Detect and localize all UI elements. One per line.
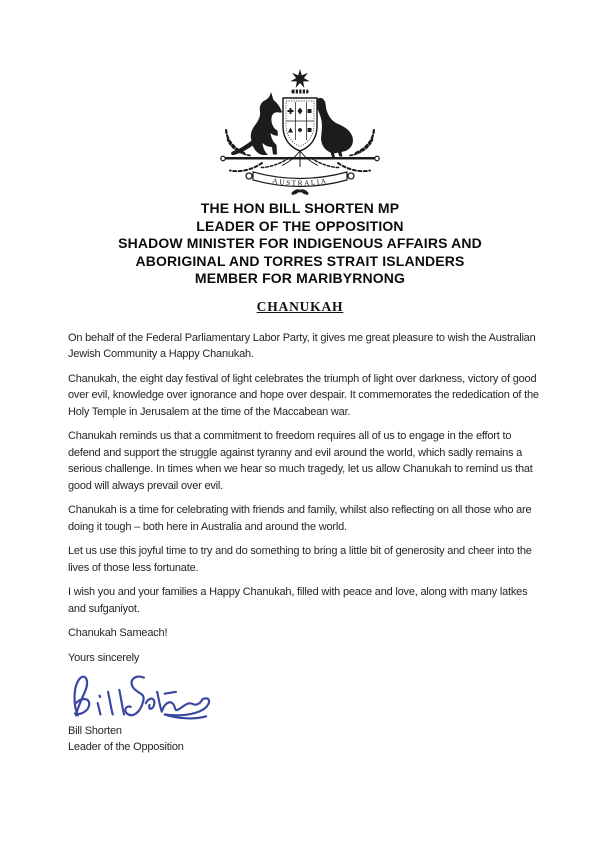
banner-text: AUSTRALIA — [271, 176, 329, 188]
letterhead — [0, 200, 600, 288]
letter-body — [68, 330, 542, 667]
paragraph-greeting: On behalf of the Federal Parliamentary Labor Party, it gives me great pleasure to wish the Australian Jewish Community a Happy Chanukah. — [68, 331, 536, 360]
letterhead-line-portfolio2: ABORIGINAL AND TORRES STRAIT ISLANDERS — [135, 252, 465, 269]
australia-banner — [246, 172, 354, 196]
paragraph-celebrating: Chanukah is a time for celebrating with friends and family, whilst also reflecting on all those who are doing it tough – both here in Australia and around the world. — [68, 504, 532, 533]
signoff-name: Bill Shorten — [68, 725, 122, 737]
svg-text:AUSTRALIA — [272, 176, 328, 187]
paragraph-generosity: Let us use this joyful time to try and do something to bring a little bit of generosity and cheer into the lives of those less fortunate. — [68, 545, 532, 574]
letterhead-line-portfolio1: SHADOW MINISTER FOR INDIGENOUS AFFAIRS AND — [118, 235, 482, 251]
paragraph-festival: Chanukah, the eight day festival of light celebrates the triumph of light over darkness, victory of good over evil, knowledge over ignorance and hope over despair. It commemorates the rededication of the Holy Temple in Jerusalem at the time of the Maccabean war. — [68, 372, 539, 418]
kangaroo-icon — [231, 92, 282, 155]
paragraph-wishes: I wish you and your families a Happy Chanukah, filled with peace and love, along with many latkes and sufganiyot. — [68, 586, 528, 615]
paragraph-sameach: Chanukah Sameach! — [68, 627, 168, 639]
australian-coat-of-arms — [214, 64, 386, 198]
subject-heading: CHANUKAH — [256, 298, 344, 314]
signoff-block — [68, 724, 540, 755]
shield — [282, 98, 318, 167]
signature-bill-shorten — [66, 672, 218, 722]
letterhead-line-electorate: MEMBER FOR MARIBYRNONG — [194, 270, 406, 286]
letterhead-line-name: THE HON BILL SHORTEN MP — [200, 200, 400, 216]
signoff-title: Leader of the Opposition — [68, 740, 184, 753]
letterhead-line-role: LEADER OF THE OPPOSITION — [196, 217, 404, 234]
paragraph-freedom: Chanukah reminds us that a commitment to freedom requires all of us to engage in the effort to defend and support the struggle against tyranny and evil around the world, which sadly remains a serious challenge. In times when we hear so much tragedy, let us allow Chanukah to remind us that good will always prevail over evil. — [68, 430, 533, 492]
commonwealth-star-icon — [290, 69, 310, 88]
banner-bow — [291, 188, 310, 196]
valediction: Yours sincerely — [68, 651, 140, 664]
wreath-bar — [292, 90, 309, 94]
